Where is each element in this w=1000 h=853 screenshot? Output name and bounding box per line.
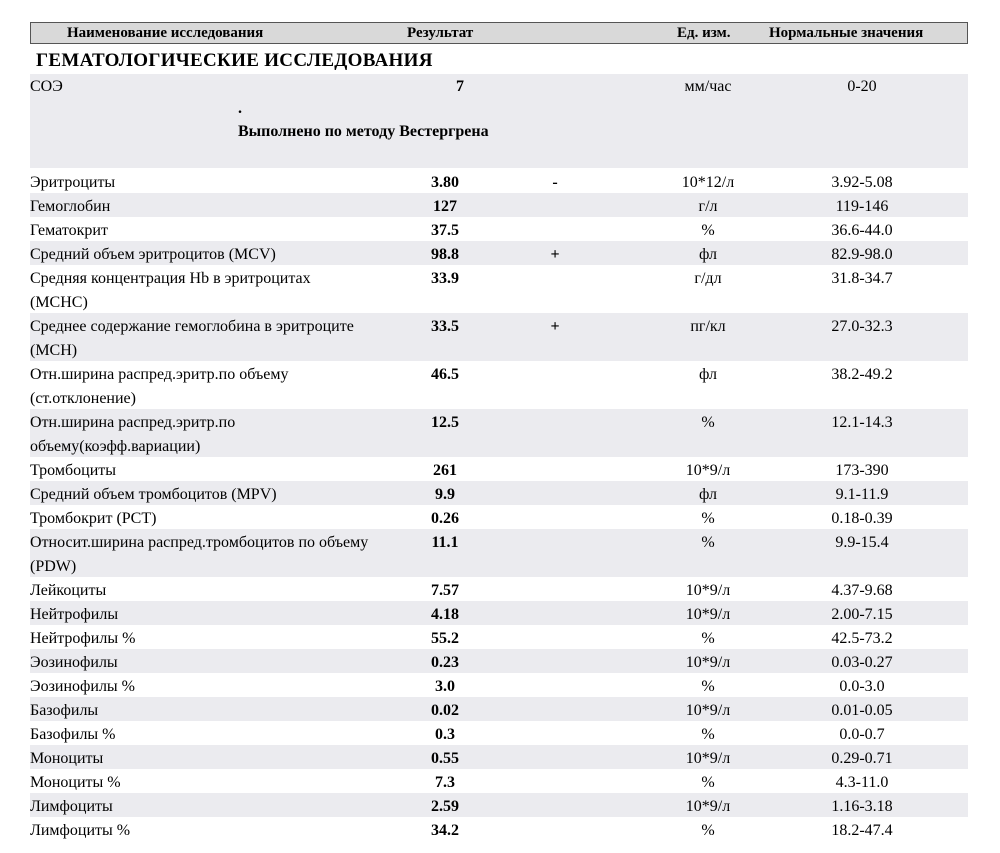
normal-range: 0.29-0.71: [831, 750, 893, 767]
unit: 10*9/л: [685, 750, 731, 767]
unit: 10*9/л: [685, 606, 731, 623]
normal-range: 31.8-34.7: [831, 270, 893, 287]
table-row: [30, 193, 968, 217]
normal-range: 4.3-11.0: [835, 774, 889, 791]
table-row: [30, 217, 968, 241]
normal-range: 36.6-44.0: [831, 222, 893, 239]
normal-range: 9.1-11.9: [835, 486, 889, 503]
unit: фл: [699, 486, 717, 503]
esr-name: СОЭ: [30, 78, 63, 95]
table-row: [30, 481, 968, 505]
result-value: 98.8: [431, 246, 459, 263]
unit: 10*12/л: [681, 174, 735, 191]
unit: 10*9/л: [685, 462, 731, 479]
result-value: 2.59: [431, 798, 459, 815]
test-name: Нейтрофилы: [30, 606, 119, 623]
test-name: Моноциты: [30, 750, 104, 767]
test-name: Эозинофилы: [30, 654, 118, 671]
test-name: Нейтрофилы %: [30, 630, 136, 647]
result-value: 7.3: [435, 774, 455, 791]
table-row: [30, 241, 968, 265]
result-value: 33.5: [431, 318, 459, 335]
unit: %: [701, 822, 715, 839]
table-row: [30, 721, 968, 745]
result-value: 0.55: [431, 750, 459, 767]
normal-range: 1.16-3.18: [831, 798, 893, 815]
test-name: Базофилы: [30, 702, 99, 719]
normal-range: 12.1-14.3: [831, 414, 893, 431]
header-unit: Ед. изм.: [677, 25, 731, 41]
table-row: [30, 625, 968, 649]
normal-range: 18.2-47.4: [831, 822, 893, 839]
table-row: [30, 361, 968, 409]
unit: г/дл: [694, 270, 722, 287]
unit: 10*9/л: [685, 798, 731, 815]
normal-range: 3.92-5.08: [831, 174, 893, 191]
normal-range: 0.03-0.27: [831, 654, 893, 671]
result-value: 11.1: [431, 534, 459, 551]
result-value: 0.23: [431, 654, 459, 671]
test-name: Тромбокрит (PCT): [30, 510, 157, 527]
table-row: [30, 697, 968, 721]
unit: %: [701, 774, 715, 791]
unit: %: [701, 726, 715, 743]
test-name: Базофилы %: [30, 726, 116, 743]
deviation-flag: -: [552, 174, 558, 191]
table-header: [30, 22, 968, 44]
header-test-name: Наименование исследования: [67, 25, 264, 41]
table-row: [30, 409, 968, 457]
result-value: 12.5: [431, 414, 459, 431]
normal-range: 173-390: [835, 462, 889, 479]
table-row: [30, 265, 968, 313]
esr-value: 7: [456, 78, 464, 95]
table-row: [30, 793, 968, 817]
table-row: [30, 649, 968, 673]
unit: %: [701, 630, 715, 647]
unit: %: [701, 678, 715, 695]
normal-range: 82.9-98.0: [831, 246, 893, 263]
normal-range: 0.01-0.05: [831, 702, 893, 719]
header-normal-values: Нормальные значения: [769, 25, 924, 41]
result-value: 37.5: [431, 222, 459, 239]
deviation-flag: +: [550, 318, 560, 335]
result-value: 127: [433, 198, 457, 215]
header-result: Результат: [407, 25, 474, 41]
unit: 10*9/л: [685, 702, 731, 719]
table-row: [30, 505, 968, 529]
esr-method-note: Выполнено по методу Вестергрена: [238, 123, 489, 140]
esr-row: [30, 74, 968, 168]
deviation-flag: +: [550, 246, 560, 263]
normal-range: 0.0-3.0: [839, 678, 885, 695]
test-name: Эозинофилы %: [30, 678, 135, 695]
test-name: Лимфоциты: [30, 798, 113, 815]
test-name: Средний объем эритроцитов (MCV): [30, 246, 276, 263]
test-name: Средний объем тромбоцитов (MPV): [30, 486, 277, 503]
normal-range: 9.9-15.4: [835, 534, 889, 551]
result-value: 55.2: [431, 630, 459, 647]
normal-range: 0.0-0.7: [839, 726, 885, 743]
test-name: Гемоглобин: [30, 198, 111, 215]
table-row: [30, 745, 968, 769]
unit: %: [701, 534, 715, 551]
result-value: 3.80: [431, 174, 459, 191]
table-row: [30, 577, 968, 601]
unit: %: [701, 510, 715, 527]
test-name: Среднее содержание гемоглобина в эритроците (MCH): [30, 318, 354, 359]
normal-range: 27.0-32.3: [831, 318, 893, 335]
normal-range: 38.2-49.2: [831, 366, 893, 383]
result-value: 0.02: [431, 702, 459, 719]
esr-unit: мм/час: [684, 78, 732, 95]
test-name: Гематокрит: [30, 222, 108, 239]
section-title: ГЕМАТОЛОГИЧЕСКИЕ ИССЛЕДОВАНИЯ: [36, 50, 433, 71]
test-name: Лимфоциты %: [30, 822, 131, 839]
normal-range: 2.00-7.15: [831, 606, 893, 623]
unit: пг/кл: [690, 318, 726, 335]
result-value: 46.5: [431, 366, 459, 383]
unit: фл: [699, 246, 717, 263]
test-name: Отн.ширина распред.эритр.по объему (ст.отклонение): [30, 366, 289, 407]
table-row: [30, 673, 968, 697]
result-value: 4.18: [431, 606, 459, 623]
normal-range: 119-146: [835, 198, 889, 215]
result-value: 34.2: [431, 822, 459, 839]
table-row: [30, 457, 968, 481]
test-name: Отн.ширина распред.эритр.по объему(коэфф.вариации): [30, 414, 236, 455]
unit: 10*9/л: [685, 654, 731, 671]
result-value: 261: [433, 462, 457, 479]
esr-dot: .: [238, 100, 242, 117]
normal-range: 4.37-9.68: [831, 582, 893, 599]
unit: фл: [699, 366, 717, 383]
unit: 10*9/л: [685, 582, 731, 599]
table-row: [30, 601, 968, 625]
esr-normal-range: 0-20: [847, 78, 877, 95]
table-row: [30, 313, 968, 361]
table-row: [30, 169, 968, 193]
test-name: Эритроциты: [30, 174, 116, 191]
result-value: 7.57: [431, 582, 459, 599]
test-name: Моноциты %: [30, 774, 121, 791]
normal-range: 42.5-73.2: [831, 630, 893, 647]
result-value: 0.3: [435, 726, 455, 743]
results-table: [30, 169, 968, 841]
table-row: [30, 769, 968, 793]
test-name: Средняя концентрация Hb в эритроцитах (MCHC): [30, 270, 311, 311]
table-row: [30, 529, 968, 577]
result-value: 9.9: [435, 486, 455, 503]
result-value: 33.9: [431, 270, 459, 287]
result-value: 3.0: [435, 678, 455, 695]
test-name: Лейкоциты: [30, 582, 107, 599]
test-name: Тромбоциты: [30, 462, 116, 479]
unit: %: [701, 222, 715, 239]
test-name: Относит.ширина распред.тромбоцитов по объему (PDW): [30, 534, 369, 575]
table-row: [30, 817, 968, 841]
result-value: 0.26: [431, 510, 459, 527]
normal-range: 0.18-0.39: [831, 510, 893, 527]
unit: %: [701, 414, 715, 431]
unit: г/л: [698, 198, 718, 215]
